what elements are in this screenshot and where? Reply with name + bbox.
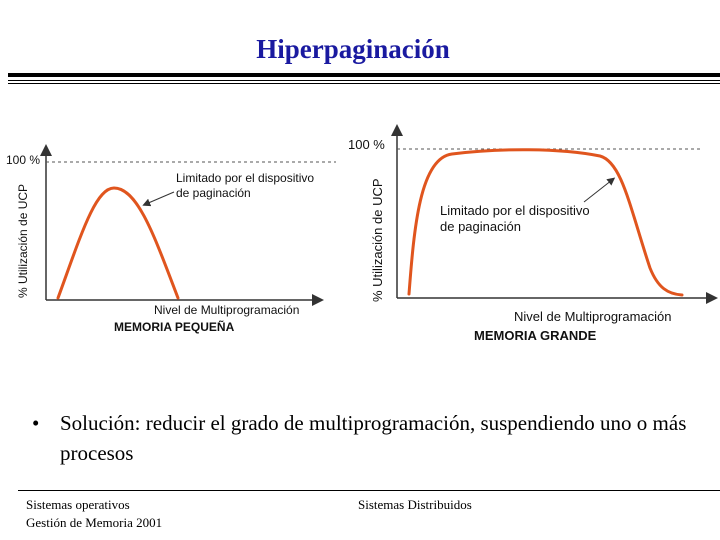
large-memory-diagram [348,130,712,343]
footer-left [26,496,162,532]
small-annotation-line1: Limitado por el dispositivo [176,171,315,185]
title-rule-thin [8,80,720,81]
footer-left-line1: Sistemas operativos [26,497,130,512]
bullet-text: Solución: reducir el grado de multiprogramación, suspendiendo uno o más procesos [60,411,687,465]
footer-rule [18,490,720,491]
small-memory-diagram [6,150,336,334]
small-xlabel: Nivel de Multiprogramación [154,303,300,317]
small-ytick: 100 % [6,153,41,167]
small-annotation-pointer [146,192,174,204]
slide-title: Hiperpaginación [256,34,450,64]
thrashing-figure [0,118,720,348]
title-rule-thin-2 [8,83,720,84]
large-annotation-pointer [584,180,612,202]
large-xlabel: Nivel de Multiprogramación [514,309,672,324]
large-ylabel: % Utilización de UCP [370,178,385,302]
title-rule-thick [8,73,720,77]
small-caption: MEMORIA PEQUEÑA [114,320,235,334]
small-annotation-line2: de paginación [176,186,251,200]
footer-left-line2: Gestión de Memoria 2001 [26,515,163,530]
small-utilization-curve [58,188,178,298]
footer-center: Sistemas Distribuidos [358,497,472,512]
large-annotation-line1: Limitado por el dispositivo [440,203,590,218]
bullet-symbol: • [32,411,40,435]
large-caption: MEMORIA GRANDE [474,328,597,343]
bullet-point [32,408,712,468]
small-ylabel: % Utilización de UCP [16,183,30,298]
large-annotation-line2: de paginación [440,219,521,234]
large-ytick: 100 % [348,137,385,152]
